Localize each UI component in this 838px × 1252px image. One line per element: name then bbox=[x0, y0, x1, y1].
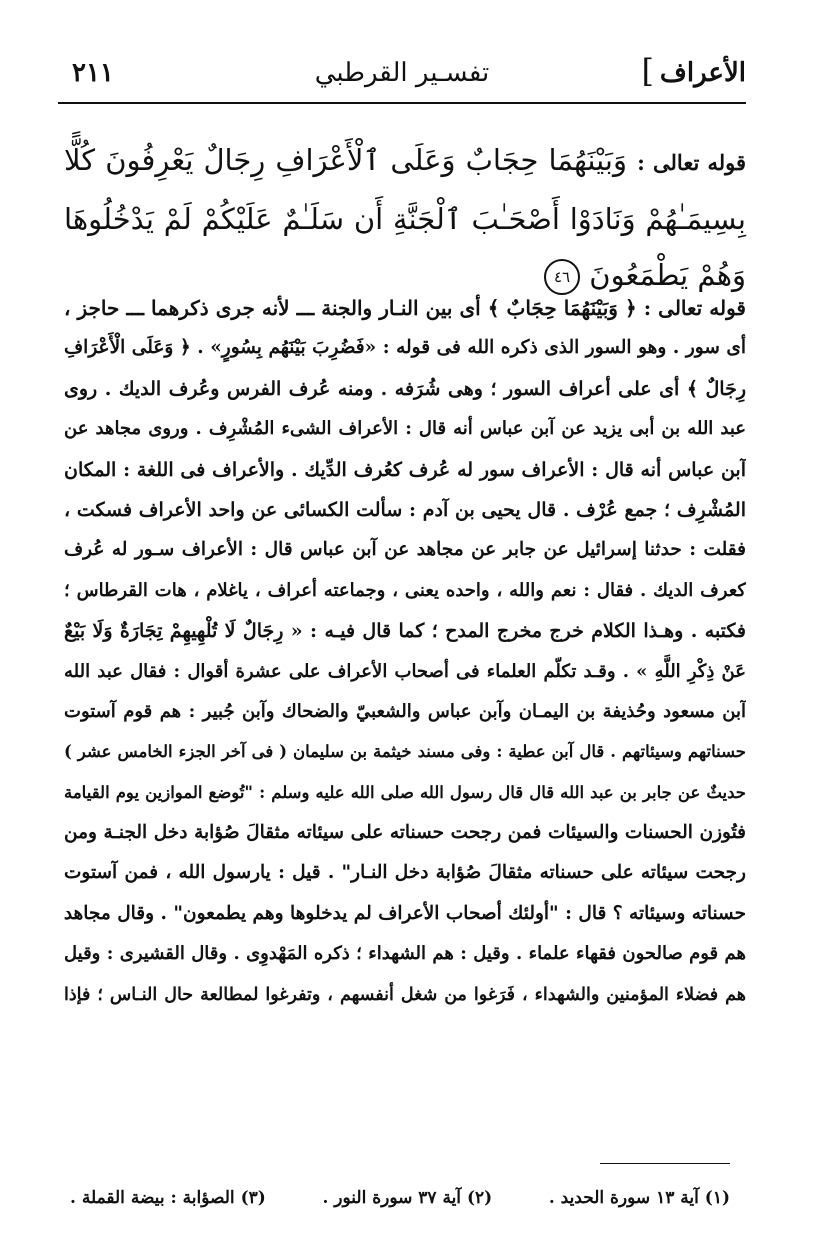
text-line: حديثٌ عن جابر بن عبد الله قال قال رسول الله صلى الله عليه وسلم : "تُوضع الموازين يوم القيامة bbox=[64, 782, 746, 802]
quran-verse bbox=[64, 132, 746, 303]
page-number: ٢١١ bbox=[72, 58, 114, 88]
text-line: كعرف الديك . فقال : نعم والله ، واحده يعنى ، وجماعته أعراف ، ياغلام ، هات القرطاس ؛ bbox=[64, 579, 746, 601]
text-line: رجحت سيئاته على حسناته مثقالَ صُؤابة دخل النـار" . قيل : يارسول الله ، فمن آستوت bbox=[64, 862, 746, 884]
text-line: حسناتهم وسيئاتهم . قال آبن عطية : وفى مسند خيثمة بن سليمان ( فى آخر الجزء الخامس عشر ) bbox=[64, 742, 746, 762]
header-bracket: ] bbox=[641, 52, 654, 90]
footnote-1: (١) آية ١٣ سورة الحديد . bbox=[548, 1188, 730, 1208]
text-line: المُشْرِف ؛ جمع عُرْف . قال يحيى بن آدم : سألت الكسائى عن واحد الأعراف فسكت ، bbox=[64, 498, 746, 521]
footnotes bbox=[70, 1178, 730, 1218]
text-line: عَنْ ذِكْرِ اللَّهِ » . وقـد تكلّم العلماء فى أصحاب الأعراف على عشرة أقوال : فقال عبد الله bbox=[64, 660, 746, 682]
text-line: قوله تعالى : ﴿ وَبَيْنَهُمَا حِجَابٌ ﴾ أى بين النـار والجنة ـــ لأنه جرى ذكرهما ـــ حاجز ، bbox=[64, 296, 746, 320]
text-line: حسناته وسيئاته ؟ قال : "أولئك أصحاب الأعراف لم يدخلوها وهم يطمعون" . وقال مجاهد bbox=[64, 902, 746, 924]
commentary-text bbox=[64, 288, 746, 1015]
verse-intro: قوله تعالى : bbox=[637, 150, 747, 175]
chapter-name: الأعراف bbox=[659, 58, 746, 88]
book-title: تفسـير القرطبي bbox=[314, 58, 490, 88]
text-line: هم فضلاء المؤمنين والشهداء ، فَرَغوا من شغل أنفسهم ، وتفرغوا لمطالعة حال النـاس ؛ فإذا bbox=[64, 984, 746, 1005]
running-header bbox=[58, 52, 746, 102]
text-line: آبن مسعود وحُذيفة بن اليمـان وآبن عباس والشعبيّ والضحاك وآبن جُبير : هم قوم آستوت bbox=[64, 700, 746, 722]
text-line: فقلت : حدثنا إسرائيل عن جابر عن مجاهد عن آبن عباس قال : الأعراف سـور له عُرف bbox=[64, 539, 746, 561]
text-line: فكتبه . وهـذا الكلام خرج مخرج المدح ؛ كما قال فيـه : « رِجَالٌ لَا تُلْهِيهِمْ تِجَارَةٌ وَلَا بَيْعٌ bbox=[64, 620, 746, 643]
text-line: آبن عباس أنه قال : الأعراف سور له عُرف كعُرف الدِّيك . والأعراف فى اللغة : المكان bbox=[64, 458, 746, 481]
text-line: رِجَالٌ ﴾ أى على أعراف السور ؛ وهى شُرَفه . ومنه عُرف الفرس وعُرف الديك . روى bbox=[64, 377, 746, 400]
ayah-number-marker: ٤٦ bbox=[544, 259, 580, 295]
text-line: عبد الله بن أبى يزيد عن آبن عباس أنه قال : الأعراف الشىء المُشْرِف . وروى مجاهد عن bbox=[64, 418, 746, 440]
footnote-divider bbox=[600, 1163, 730, 1164]
header-divider bbox=[58, 102, 746, 104]
text-line: هم قوم صالحون فقهاء علماء . وقيل : هم الشهداء ؛ ذكره المَهْدوِى . وقال القشيرى : وقيل bbox=[64, 943, 746, 965]
footnote-3: (٣) الصؤابة : بيضة القملة . bbox=[70, 1188, 266, 1208]
footnote-2: (٢) آية ٣٧ سورة النور . bbox=[322, 1188, 493, 1208]
text-line: فتُوزن الحسنات والسيئات فمن رجحت حسناته على سيئاته مثقالَ صُؤابة دخل الجنـة ومن bbox=[64, 822, 746, 844]
verse-text: وَبَيْنَهُمَا حِجَابٌ وَعَلَى ٱلْأَعْرَافِ رِجَالٌ يَعْرِفُونَ كُلًّا بِسِيمَـٰهُمْ وَنَادَوْا أَصْحَـٰبَ ٱلْجَنَّةِ أَن سَلَـٰمٌ عَلَيْكُمْ لَمْ يَدْخُلُوهَا وَهُمْ يَطْمَعُونَ bbox=[64, 143, 746, 292]
text-line: أى سور . وهو السور الذى ذكره الله فى قوله : «فَضُرِبَ بَيْنَهُم بِسُورٍ» . ﴿ وَعَلَى الْأَعْرَافِ bbox=[64, 337, 746, 359]
